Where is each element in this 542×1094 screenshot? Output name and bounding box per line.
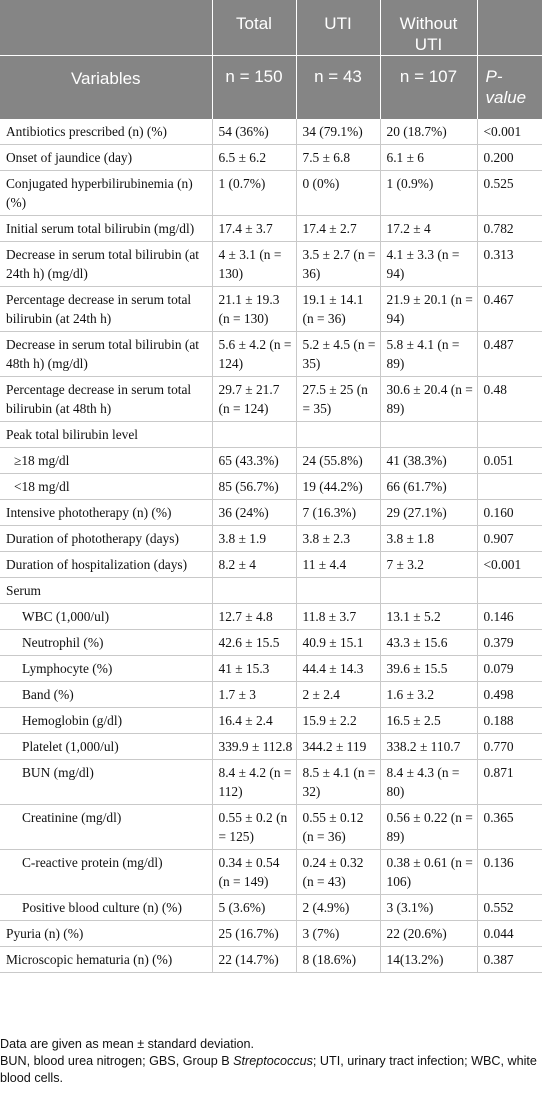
cell-variable: Creatinine (mg/dl) [0,804,212,849]
table-row [0,525,542,551]
table-footnotes [0,1036,540,1087]
cell-p-value: <0.001 [477,119,542,145]
header-n-total: n = 150 [212,56,296,119]
footnote-abbreviations: BUN, blood urea nitrogen; GBS, Group B Streptococcus; UTI, urinary tract infection; WBC, white blood cells. [0,1054,537,1085]
cell-without-uti: 338.2 ± 110.7 [380,733,477,759]
header-n-uti: n = 43 [296,56,380,119]
cell-p-value: 0.782 [477,215,542,241]
cell-total: 65 (43.3%) [212,447,296,473]
cell-without-uti: 66 (61.7%) [380,473,477,499]
cell-p-value: 0.200 [477,144,542,170]
cell-total [212,577,296,603]
header-total: Total [212,0,296,56]
cell-p-value: 0.044 [477,920,542,946]
cell-total: 42.6 ± 15.5 [212,629,296,655]
table-row [0,376,542,421]
cell-without-uti: 20 (18.7%) [380,119,477,145]
cell-total: 339.9 ± 112.8 [212,733,296,759]
cell-variable: Duration of hospitalization (days) [0,551,212,577]
cell-p-value [477,577,542,603]
cell-p-value [477,421,542,447]
cell-total: 36 (24%) [212,499,296,525]
cell-variable: C-reactive protein (mg/dl) [0,849,212,894]
cell-without-uti: 13.1 ± 5.2 [380,603,477,629]
cell-uti: 8.5 ± 4.1 (n = 32) [296,759,380,804]
cell-uti: 0 (0%) [296,170,380,215]
cell-variable: Initial serum total bilirubin (mg/dl) [0,215,212,241]
cell-total: 3.8 ± 1.9 [212,525,296,551]
cell-without-uti: 14(13.2%) [380,946,477,972]
cell-uti: 19 (44.2%) [296,473,380,499]
table-row [0,894,542,920]
header-without-uti: Without UTI [380,0,477,56]
cell-variable: Lymphocyte (%) [0,655,212,681]
cell-p-value: 0.770 [477,733,542,759]
cell-total: 85 (56.7%) [212,473,296,499]
cell-uti: 27.5 ± 25 (n = 35) [296,376,380,421]
cell-without-uti: 1 (0.9%) [380,170,477,215]
cell-variable: Hemoglobin (g/dl) [0,707,212,733]
cell-total: 1 (0.7%) [212,170,296,215]
cell-without-uti: 3 (3.1%) [380,894,477,920]
cell-uti: 3.5 ± 2.7 (n = 36) [296,241,380,286]
cell-p-value: 0.051 [477,447,542,473]
table-body [0,119,542,973]
cell-variable: Peak total bilirubin level [0,421,212,447]
cell-uti: 17.4 ± 2.7 [296,215,380,241]
cell-uti: 3.8 ± 2.3 [296,525,380,551]
table-row [0,473,542,499]
cell-uti: 19.1 ± 14.1 (n = 36) [296,286,380,331]
cell-total: 6.5 ± 6.2 [212,144,296,170]
table-header [0,0,542,119]
cell-without-uti: 1.6 ± 3.2 [380,681,477,707]
cell-without-uti: 17.2 ± 4 [380,215,477,241]
cell-p-value [477,473,542,499]
table-row [0,241,542,286]
table-row [0,331,542,376]
cell-variable: Decrease in serum total bilirubin (at 48th h) (mg/dl) [0,331,212,376]
table-row [0,733,542,759]
table-row [0,144,542,170]
cell-variable: Antibiotics prescribed (n) (%) [0,119,212,145]
cell-without-uti: 16.5 ± 2.5 [380,707,477,733]
header-row-groups [0,0,542,56]
cell-without-uti: 8.4 ± 4.3 (n = 80) [380,759,477,804]
table-row [0,286,542,331]
cell-total: 12.7 ± 4.8 [212,603,296,629]
cell-total: 5 (3.6%) [212,894,296,920]
table-row [0,215,542,241]
cell-total: 5.6 ± 4.2 (n = 124) [212,331,296,376]
cell-uti: 34 (79.1%) [296,119,380,145]
cell-p-value: 0.48 [477,376,542,421]
cell-without-uti: 30.6 ± 20.4 (n = 89) [380,376,477,421]
cell-without-uti [380,577,477,603]
table-row [0,119,542,145]
cell-variable: Serum [0,577,212,603]
cell-uti: 5.2 ± 4.5 (n = 35) [296,331,380,376]
cell-uti: 3 (7%) [296,920,380,946]
cell-total: 29.7 ± 21.7 (n = 124) [212,376,296,421]
cell-without-uti: 6.1 ± 6 [380,144,477,170]
cell-uti: 11.8 ± 3.7 [296,603,380,629]
cell-total: 4 ± 3.1 (n = 130) [212,241,296,286]
cell-uti [296,577,380,603]
table-row [0,421,542,447]
cell-p-value: <0.001 [477,551,542,577]
cell-without-uti [380,421,477,447]
cell-p-value: 0.387 [477,946,542,972]
cell-variable: Pyuria (n) (%) [0,920,212,946]
table-row [0,577,542,603]
cell-p-value: 0.146 [477,603,542,629]
cell-variable: Percentage decrease in serum total bilirubin (at 24th h) [0,286,212,331]
cell-p-value: 0.136 [477,849,542,894]
cell-p-value: 0.525 [477,170,542,215]
cell-uti: 7.5 ± 6.8 [296,144,380,170]
cell-variable: Platelet (1,000/ul) [0,733,212,759]
table-row [0,629,542,655]
cell-uti: 0.55 ± 0.12 (n = 36) [296,804,380,849]
header-variables: Variables [0,56,212,119]
cell-without-uti: 0.56 ± 0.22 (n = 89) [380,804,477,849]
cell-variable: <18 mg/dl [0,473,212,499]
cell-without-uti: 22 (20.6%) [380,920,477,946]
cell-uti: 15.9 ± 2.2 [296,707,380,733]
cell-variable: Decrease in serum total bilirubin (at 24th h) (mg/dl) [0,241,212,286]
cell-without-uti: 3.8 ± 1.8 [380,525,477,551]
cell-uti: 2 ± 2.4 [296,681,380,707]
table-row [0,920,542,946]
cell-uti [296,421,380,447]
cell-without-uti: 0.38 ± 0.61 (n = 106) [380,849,477,894]
table-row [0,655,542,681]
header-n-without: n = 107 [380,56,477,119]
table-row [0,707,542,733]
cell-total: 54 (36%) [212,119,296,145]
cell-p-value: 0.552 [477,894,542,920]
cell-variable: Intensive phototherapy (n) (%) [0,499,212,525]
cell-p-value: 0.871 [477,759,542,804]
cell-total [212,421,296,447]
cell-p-value: 0.365 [477,804,542,849]
cell-total: 1.7 ± 3 [212,681,296,707]
cell-uti: 2 (4.9%) [296,894,380,920]
cell-variable: Microscopic hematuria (n) (%) [0,946,212,972]
table-row [0,759,542,804]
cell-variable: ≥18 mg/dl [0,447,212,473]
table-row [0,170,542,215]
cell-without-uti: 7 ± 3.2 [380,551,477,577]
cell-p-value: 0.498 [477,681,542,707]
cell-without-uti: 4.1 ± 3.3 (n = 94) [380,241,477,286]
cell-p-value: 0.079 [477,655,542,681]
cell-without-uti: 43.3 ± 15.6 [380,629,477,655]
cell-variable: BUN (mg/dl) [0,759,212,804]
cell-uti: 7 (16.3%) [296,499,380,525]
table-row [0,804,542,849]
cell-uti: 11 ± 4.4 [296,551,380,577]
table-row [0,849,542,894]
cell-p-value: 0.160 [477,499,542,525]
cell-variable: Onset of jaundice (day) [0,144,212,170]
cell-p-value: 0.313 [477,241,542,286]
cell-variable: Positive blood culture (n) (%) [0,894,212,920]
table-row [0,499,542,525]
cell-p-value: 0.188 [477,707,542,733]
header-blank [0,0,212,56]
cell-without-uti: 21.9 ± 20.1 (n = 94) [380,286,477,331]
cell-total: 8.2 ± 4 [212,551,296,577]
header-row-counts [0,56,542,119]
cell-variable: Band (%) [0,681,212,707]
cell-uti: 0.24 ± 0.32 (n = 43) [296,849,380,894]
table-row [0,603,542,629]
header-uti: UTI [296,0,380,56]
cell-variable: Percentage decrease in serum total bilirubin (at 48th h) [0,376,212,421]
cell-without-uti: 5.8 ± 4.1 (n = 89) [380,331,477,376]
cell-uti: 8 (18.6%) [296,946,380,972]
cell-total: 22 (14.7%) [212,946,296,972]
header-p-value: P-value [477,56,542,119]
cell-uti: 344.2 ± 119 [296,733,380,759]
cell-total: 17.4 ± 3.7 [212,215,296,241]
cell-variable: Conjugated hyperbilirubinemia (n) (%) [0,170,212,215]
cell-variable: Duration of phototherapy (days) [0,525,212,551]
cell-total: 0.55 ± 0.2 (n = 125) [212,804,296,849]
cell-total: 8.4 ± 4.2 (n = 112) [212,759,296,804]
table-row [0,447,542,473]
cell-without-uti: 39.6 ± 15.5 [380,655,477,681]
cell-without-uti: 41 (38.3%) [380,447,477,473]
cell-p-value: 0.487 [477,331,542,376]
cell-uti: 40.9 ± 15.1 [296,629,380,655]
footnote-data: Data are given as mean ± standard deviation. [0,1037,255,1051]
header-blank-p [477,0,542,56]
cell-p-value: 0.379 [477,629,542,655]
cell-uti: 44.4 ± 14.3 [296,655,380,681]
cell-variable: Neutrophil (%) [0,629,212,655]
cell-total: 0.34 ± 0.54 (n = 149) [212,849,296,894]
cell-uti: 24 (55.8%) [296,447,380,473]
cell-without-uti: 29 (27.1%) [380,499,477,525]
cell-total: 16.4 ± 2.4 [212,707,296,733]
cell-total: 21.1 ± 19.3 (n = 130) [212,286,296,331]
cell-variable: WBC (1,000/ul) [0,603,212,629]
table-row [0,681,542,707]
table-row [0,551,542,577]
table-row [0,946,542,972]
cell-p-value: 0.467 [477,286,542,331]
cell-total: 25 (16.7%) [212,920,296,946]
cell-total: 41 ± 15.3 [212,655,296,681]
cell-p-value: 0.907 [477,525,542,551]
